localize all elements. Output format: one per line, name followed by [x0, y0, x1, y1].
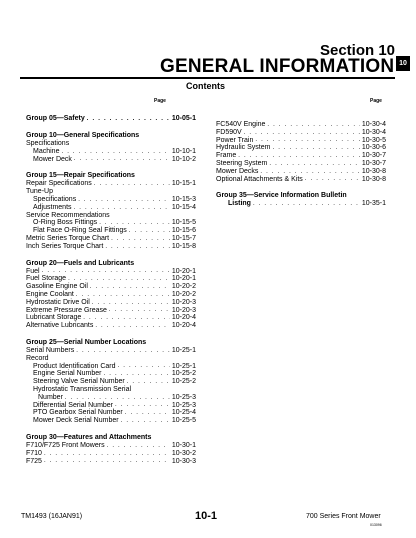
toc-entry-page: 10-15-3	[171, 195, 196, 203]
toc-entry-page: 10-30-7	[361, 152, 386, 160]
toc-entry-title: Mower Deck Serial Number	[33, 417, 119, 425]
toc-entry-page: 10-20-3	[171, 306, 196, 314]
toc-entry-page: 10-20-3	[171, 298, 196, 306]
toc-entry[interactable]	[26, 442, 196, 450]
toc-spacer	[26, 425, 196, 434]
toc-entry[interactable]	[26, 235, 196, 243]
toc-entry-title: Adjustments	[33, 203, 72, 211]
toc-entry[interactable]	[26, 219, 196, 227]
title-rule	[20, 77, 395, 79]
toc-entry-title: Product Identification Card	[33, 362, 116, 370]
toc-entry-title: Listing	[228, 200, 251, 208]
toc-entry-page: 10-25-1	[171, 362, 196, 370]
toc-entry-page: 10-20-4	[171, 314, 196, 322]
toc-entry[interactable]	[26, 378, 196, 386]
dot-leader	[255, 137, 360, 144]
dot-leader	[107, 443, 170, 450]
toc-entry[interactable]	[216, 129, 386, 137]
toc-entry[interactable]	[26, 417, 196, 425]
footer-code: 013096	[370, 523, 382, 527]
toc-entry[interactable]	[26, 307, 196, 315]
toc-entry-title: Group 05—Safety	[26, 115, 85, 123]
footer-product: 700 Series Front Mower	[306, 513, 381, 520]
dot-leader	[78, 197, 170, 204]
toc-entry-page: 10-25-3	[171, 401, 196, 409]
toc-entry[interactable]	[26, 204, 196, 212]
toc-entry-title: O-Ring Boss Fittings	[33, 219, 98, 227]
dot-leader	[94, 181, 170, 188]
toc-subheading: Service Recommendations	[26, 211, 110, 219]
toc-group-heading: Group 15—Repair Specifications	[26, 172, 135, 180]
toc-entry[interactable]	[26, 363, 196, 371]
dot-leader	[87, 116, 170, 123]
toc-spacer	[26, 251, 196, 260]
toc-entry-page: 10-15-8	[171, 242, 196, 250]
dot-leader	[238, 153, 360, 160]
toc-entry-title: Hydrostatic Drive Oil	[26, 298, 90, 306]
toc-group-heading: Group 25—Serial Number Locations	[26, 338, 147, 346]
toc-entry-title: PTO Gearbox Serial Number	[33, 409, 123, 417]
dot-leader	[90, 284, 170, 291]
toc-entry[interactable]	[26, 347, 196, 355]
dot-leader	[125, 410, 170, 417]
dot-leader	[305, 176, 360, 183]
toc-entry-page: 10-30-1	[171, 441, 196, 449]
dot-leader	[272, 145, 359, 152]
toc-entry-page: 10-30-4	[361, 121, 386, 128]
toc-entry-title: Extreme Pressure Grease	[26, 306, 107, 314]
toc-subheading: Tune-Up	[26, 188, 53, 196]
page-column-label-right: Page	[370, 98, 382, 104]
dot-leader	[68, 276, 170, 283]
toc-entry[interactable]	[26, 370, 196, 378]
toc-entry[interactable]	[216, 121, 386, 129]
dot-leader	[99, 220, 170, 227]
dot-leader	[109, 307, 170, 314]
toc-entry-title: F710/F725 Front Mowers	[26, 441, 105, 449]
toc-entry-title: Number	[38, 393, 63, 401]
toc-subheading: Specifications	[26, 140, 70, 147]
toc-entry[interactable]	[26, 180, 196, 188]
dot-leader	[253, 201, 360, 208]
toc-entry-title: Repair Specifications	[26, 180, 92, 188]
toc-entry[interactable]	[26, 402, 196, 410]
toc-entry[interactable]	[26, 394, 196, 402]
dot-leader	[74, 205, 170, 212]
dot-leader	[83, 315, 170, 322]
toc-entry[interactable]	[216, 176, 386, 184]
toc-spacer	[26, 123, 196, 132]
toc-entry-page: 10-30-8	[361, 175, 386, 183]
toc-entry-page: 10-30-4	[361, 128, 386, 136]
dot-leader	[260, 169, 359, 176]
toc-entry-page: 10-05-1	[171, 115, 196, 123]
toc-entry-page: 10-20-2	[171, 283, 196, 291]
dot-leader	[95, 323, 170, 330]
toc-entry-title: FD590V	[216, 128, 242, 136]
toc-entry[interactable]	[26, 268, 196, 276]
toc-entry-page: 10-10-1	[171, 147, 196, 155]
toc-entry-title: Machine	[33, 147, 60, 155]
toc-entry-title: Serial Numbers	[26, 346, 75, 354]
toc-entry-title: Flat Face O-Ring Seal Fittings	[33, 227, 127, 235]
toc-entry-page: 10-30-5	[361, 136, 386, 144]
footer-page-number: 10-1	[195, 510, 218, 522]
toc-entry-title: Alternative Lubricants	[26, 322, 94, 330]
dot-leader	[76, 348, 170, 355]
toc-entry-title: Inch Series Torque Chart	[26, 242, 104, 250]
toc-entry[interactable]	[216, 160, 386, 168]
dot-leader	[269, 161, 360, 168]
page-title: GENERAL INFORMATION	[160, 56, 395, 77]
toc-entry[interactable]	[26, 227, 196, 235]
toc-entry[interactable]	[216, 200, 386, 208]
dot-leader	[244, 130, 360, 137]
toc-spacer	[26, 163, 196, 172]
toc-entry-title: FC540V Engine	[216, 121, 266, 128]
toc-entry-page: 10-10-2	[171, 155, 196, 163]
dot-leader	[118, 363, 170, 370]
toc-entry-page: 10-15-1	[171, 180, 196, 188]
toc-subheading: Hydrostatic Transmission Serial	[33, 385, 132, 393]
dot-leader	[103, 371, 169, 378]
toc-entry-page: 10-20-1	[171, 267, 196, 275]
toc-entry-title: F710	[26, 449, 42, 457]
toc-entry-title: Power Train	[216, 136, 254, 144]
toc-entry[interactable]	[26, 450, 196, 458]
toc-entry-page: 10-35-1	[361, 200, 386, 208]
toc-entry[interactable]	[26, 291, 196, 299]
toc-entry[interactable]	[26, 275, 196, 283]
dot-leader	[65, 395, 170, 402]
dot-leader	[105, 244, 170, 251]
toc-group-entry[interactable]	[26, 115, 196, 123]
dot-leader	[74, 156, 170, 163]
toc-entry-title: Specifications	[33, 195, 77, 203]
toc-entry[interactable]	[26, 156, 196, 164]
toc-entry-title: Hydraulic System	[216, 144, 271, 152]
toc-entry-title: Optional Attachments & Kits	[216, 175, 303, 183]
toc-entry-title: Lubricant Storage	[26, 314, 82, 322]
toc-entry[interactable]	[216, 168, 386, 176]
section-title: Section 10	[319, 42, 395, 59]
dot-leader	[111, 236, 170, 243]
toc-entry-page: 10-30-7	[361, 159, 386, 167]
toc-entry-page: 10-25-4	[171, 409, 196, 417]
dot-leader	[76, 292, 170, 299]
dot-leader	[121, 418, 170, 425]
toc-entry-page: 10-25-2	[171, 370, 196, 378]
section-tab: 10	[396, 56, 410, 71]
toc-entry[interactable]	[216, 152, 386, 160]
contents-heading: Contents	[186, 81, 225, 91]
toc-spacer	[26, 330, 196, 339]
toc-entry-page: 10-25-2	[171, 378, 196, 386]
dot-leader	[129, 228, 170, 235]
toc-right-column	[216, 121, 386, 208]
toc-group-heading: Group 35—Service Information Bulletin	[216, 192, 347, 200]
dot-leader	[115, 402, 170, 409]
toc-entry-page: 10-30-2	[171, 449, 196, 457]
toc-entry-page: 10-20-4	[171, 322, 196, 330]
toc-entry-title: Gasoline Engine Oil	[26, 283, 88, 291]
toc-entry-title: Fuel	[26, 267, 40, 275]
dot-leader	[42, 268, 170, 275]
footer-doc-id: TM1493 (16JAN91)	[21, 513, 83, 520]
toc-entry[interactable]	[26, 148, 196, 156]
toc-entry-page: 10-20-2	[171, 290, 196, 298]
toc-entry[interactable]	[216, 144, 386, 152]
toc-entry-page: 10-25-1	[171, 346, 196, 354]
toc-entry-page: 10-25-5	[171, 417, 196, 425]
toc-subheading: Record	[26, 354, 49, 362]
toc-entry-title: Mower Decks	[216, 167, 259, 175]
page-column-label-left: Page	[154, 98, 166, 104]
toc-spacer	[216, 183, 386, 192]
toc-entry-page: 10-25-3	[171, 393, 196, 401]
toc-entry-page: 10-15-5	[171, 219, 196, 227]
toc-entry[interactable]	[26, 243, 196, 251]
toc-entry-title: Engine Coolant	[26, 290, 74, 298]
toc-entry[interactable]	[26, 283, 196, 291]
toc-entry-title: Metric Series Torque Chart	[26, 234, 110, 242]
dot-leader	[267, 122, 359, 129]
toc-entry-title: Differential Serial Number	[33, 401, 114, 409]
toc-entry[interactable]	[26, 299, 196, 307]
toc-entry-page: 10-30-8	[361, 167, 386, 175]
toc-entry[interactable]	[26, 314, 196, 322]
dot-leader	[61, 149, 169, 156]
dot-leader	[92, 300, 170, 307]
toc-entry-title: Mower Deck	[33, 155, 72, 163]
toc-entry-title: Frame	[216, 152, 237, 160]
dot-leader	[44, 458, 170, 465]
toc-entry-title: Engine Serial Number	[33, 370, 102, 378]
toc-entry[interactable]	[26, 196, 196, 204]
toc-entry-page: 10-30-3	[171, 457, 196, 465]
toc-group-heading: Group 20—Fuels and Lubricants	[26, 259, 135, 267]
toc-group-heading: Group 30—Features and Attachments	[26, 433, 152, 441]
toc-entry-page: 10-15-6	[171, 227, 196, 235]
dot-leader	[127, 379, 170, 386]
toc-entry[interactable]	[216, 137, 386, 145]
dot-leader	[44, 451, 170, 458]
toc-group-heading: Group 10—General Specifications	[26, 132, 140, 139]
toc-entry[interactable]	[26, 409, 196, 417]
toc-entry-title: Fuel Storage	[26, 275, 67, 283]
toc-entry-page: 10-20-1	[171, 275, 196, 283]
toc-entry-title: Steering System	[216, 159, 268, 167]
toc-entry-title: F725	[26, 457, 42, 465]
toc-left-column	[26, 115, 196, 465]
toc-entry-page: 10-15-7	[171, 234, 196, 242]
toc-entry-page: 10-30-6	[361, 144, 386, 152]
toc-entry[interactable]	[26, 458, 196, 466]
toc-entry-page: 10-15-4	[171, 203, 196, 211]
toc-entry[interactable]	[26, 322, 196, 330]
toc-entry-title: Steering Valve Serial Number	[33, 378, 125, 386]
